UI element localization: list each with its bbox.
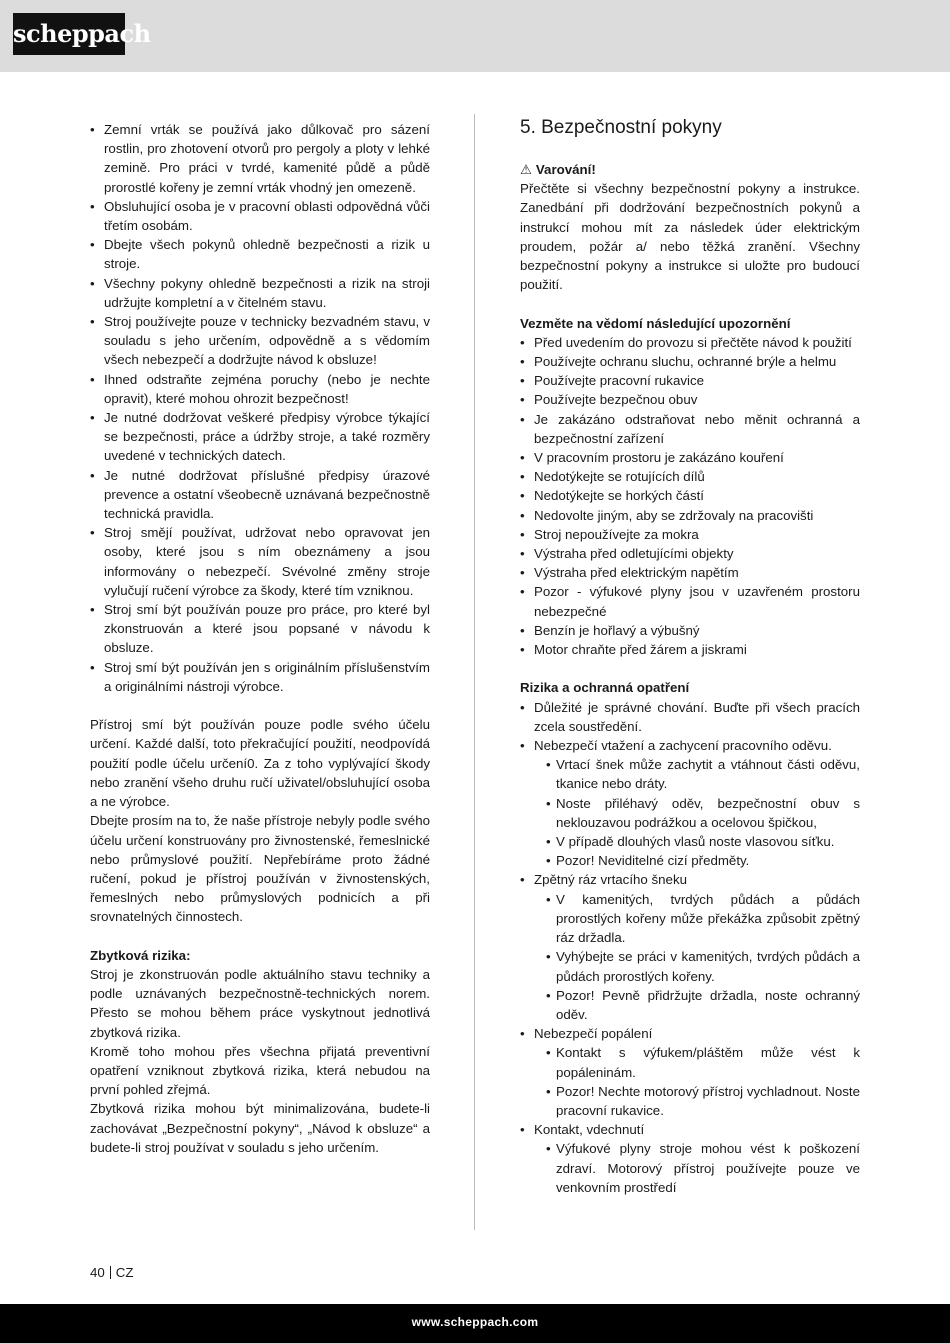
page-footer bbox=[0, 1304, 950, 1343]
risks-list bbox=[520, 698, 860, 1197]
sub-list-item: • Kontakt s výfukem/pláštěm může vést k popáleninám. bbox=[534, 1043, 860, 1081]
risk-label: Nebezpečí popálení bbox=[534, 1026, 653, 1042]
list-item: • Nedovolte jiným, aby se zdržovaly na pracovišti bbox=[520, 506, 860, 525]
page-number-value: 40 bbox=[90, 1265, 105, 1280]
list-item bbox=[520, 736, 860, 870]
separator bbox=[110, 1266, 111, 1279]
risk-label: Zpětný ráz vrtacího šneku bbox=[534, 872, 687, 888]
sub-list-item: • Pozor! Neviditelné cizí předměty. bbox=[534, 851, 860, 870]
sub-list-item: • Noste přiléhavý oděv, bezpečnostní obuv s neklouzavou podrážkou a ocelovou špičkou, bbox=[534, 794, 860, 832]
sub-list-item: • Vrtací šnek může zachytit a vtáhnout části oděvu, tkanice nebo dráty. bbox=[534, 755, 860, 793]
list-item: • Stroj smí být používán jen s originálním příslušenstvím a originálními nástroji výrobce. bbox=[90, 658, 430, 696]
risk-sublist bbox=[534, 755, 860, 870]
list-item: • Dbejte všech pokynů ohledně bezpečnosti a rizik u stroje. bbox=[90, 235, 430, 273]
risk-label: Nebezpečí vtažení a zachycení pracovního oděvu. bbox=[534, 738, 832, 754]
sub-list-item: • Pozor! Pevně přidržujte držadla, noste ochranný oděv. bbox=[534, 986, 860, 1024]
warning-triangle-icon: ⚠ bbox=[520, 162, 532, 177]
list-item bbox=[520, 1120, 860, 1197]
list-item: • Před uvedením do provozu si přečtěte návod k použití bbox=[520, 333, 860, 352]
scheppach-logo: scheppach bbox=[13, 13, 125, 55]
risk-label: Kontakt, vdechnutí bbox=[534, 1122, 645, 1138]
list-item: • Stroj smějí používat, udržovat nebo opravovat jen osoby, které jsou s ním obeznámeny a jsou informovány o nebezpečí. Svévolné změny stroje vylučují ručení výrobce za škody, které tím vzniknou. bbox=[90, 523, 430, 600]
notes-heading: Vezměte na vědomí následující upozornění bbox=[520, 315, 791, 331]
residual-risks-heading: Zbytková rizika: bbox=[90, 947, 191, 963]
intended-use-list bbox=[90, 120, 430, 696]
sub-list-item: • V případě dlouhých vlasů noste vlasovou síťku. bbox=[534, 832, 860, 851]
warning-label: Varování! bbox=[535, 162, 596, 177]
list-item: • Obsluhující osoba je v pracovní oblasti odpovědná vůči třetím osobám. bbox=[90, 197, 430, 235]
list-item: • Nedotýkejte se horkých částí bbox=[520, 486, 860, 505]
list-item: • Benzín je hořlavý a výbušný bbox=[520, 621, 860, 640]
list-item: • Zemní vrták se používá jako důlkovač pro sázení rostlin, pro zhotovení otvorů pro pergoly a ploty v lehké zemině. Pro práci v tvrdé, kamenité půdě a půdě prorostlé kořeny je zemní vrták vhodný jen omezeně. bbox=[90, 120, 430, 197]
page-header bbox=[0, 0, 950, 72]
sub-list-item: • Pozor! Nechte motorový přístroj vychladnout. Noste pracovní rukavice. bbox=[534, 1082, 860, 1120]
list-item: • Ihned odstraňte zejména poruchy (nebo je nechte opravit), které mohou ohrozit bezpečnost! bbox=[90, 370, 430, 408]
list-item: • Stroj smí být používán pouze pro práce, pro které byl zkonstruován a které jsou popsané v návodu k obsluze. bbox=[90, 600, 430, 658]
list-item: • Motor chraňte před žárem a jiskrami bbox=[520, 640, 860, 659]
list-item: • Je zakázáno odstraňovat nebo měnit ochranná a bezpečnostní zařízení bbox=[520, 410, 860, 448]
list-item: • Výstraha před elektrickým napětím bbox=[520, 563, 860, 582]
right-column bbox=[520, 116, 860, 1197]
notes-list bbox=[520, 333, 860, 659]
section-title: 5. Bezpečnostní pokyny bbox=[520, 117, 722, 138]
list-item bbox=[520, 870, 860, 1024]
language-code: CZ bbox=[115, 1265, 134, 1280]
list-item: • Výstraha před odletujícími objekty bbox=[520, 544, 860, 563]
sub-list-item: • V kamenitých, tvrdých půdách a půdách prorostlých kořeny může překážka způsobit zpětný ráz držadla. bbox=[534, 890, 860, 948]
list-item: • Všechny pokyny ohledně bezpečnosti a rizik na stroji udržujte kompletní a v čitelném stavu. bbox=[90, 274, 430, 312]
page-number bbox=[90, 1264, 134, 1282]
list-item: • Nedotýkejte se rotujících dílů bbox=[520, 467, 860, 486]
residual-risks-paragraph: Kromě toho mohou přes všechna přijatá preventivní opatření vzniknout zbytková rizika, která nebudou na první pohled zřejmá. bbox=[90, 1043, 430, 1098]
list-item: • V pracovním prostoru je zakázáno kouření bbox=[520, 448, 860, 467]
list-item bbox=[520, 1024, 860, 1120]
residual-risks-paragraph: Stroj je zkonstruován podle aktuálního stavu techniky a podle uznávaných bezpečnostně-technických norem. Přesto se mohou během práce vyskytnout jednotlivá zbytková rizika. bbox=[90, 966, 430, 1040]
risk-sublist bbox=[534, 1139, 860, 1197]
list-item bbox=[520, 698, 860, 736]
risk-label: Důležité je správné chování. Buďte při všech pracích zcela soustředění. bbox=[534, 699, 860, 734]
website-url: www.scheppach.com bbox=[411, 1315, 539, 1329]
risk-sublist bbox=[534, 890, 860, 1024]
intended-use-paragraph: Přístroj smí být používán pouze podle svého účelu určení. Každé další, toto překračující použití, neodpovídá použití podle účelu určení0. Za z toho vyplývající škody nebo zranění všeho druhu ručí uživatel/obsluhující osoba a ne výrobce. bbox=[90, 717, 430, 810]
list-item: • Je nutné dodržovat příslušné předpisy úrazové prevence a ostatní všeobecně uznávaná bezpečnostně technická pravidla. bbox=[90, 466, 430, 524]
commercial-use-paragraph: Dbejte prosím na to, že naše přístroje nebyly podle svého účelu určení konstruovány pro živnostenské, řemeslnické nebo průmyslové použití. Nepřebíráme proto žádné ručení, pokud je přístroj používán v živnostenských, řemeslných nebo průmyslových podnicích a při srovnatelných činnostech. bbox=[90, 813, 430, 925]
sub-list-item: • Výfukové plyny stroje mohou vést k poškození zdraví. Motorový přístroj používejte pouze ve venkovním prostředí bbox=[534, 1139, 860, 1197]
residual-risks-paragraph: Zbytková rizika mohou být minimalizována, budete-li zachovávat „Bezpečnostní pokyny“, „Návod k obsluze“ a budete-li stroj používat v souladu s jeho určením. bbox=[90, 1101, 430, 1155]
warning-text: Přečtěte si všechny bezpečnostní pokyny a instrukce. Zanedbání při dodržování bezpečnostních pokynů a instrukcí mohou mít za následek úder elektrickým proudem, požár a/ nebo těžká zranění. Všechny bezpečnostní pokyny a instrukce si uložte pro budoucí použití. bbox=[520, 181, 860, 293]
list-item: • Pozor - výfukové plyny jsou v uzavřeném prostoru nebezpečné bbox=[520, 582, 860, 620]
risks-heading: Rizika a ochranná opatření bbox=[520, 680, 690, 696]
left-column bbox=[90, 120, 430, 1157]
list-item: • Stroj používejte pouze v technicky bezvadném stavu, v souladu s jeho určením, odpovědně a s vědomím všech nebezpečí a dodržujte návod k obsluze! bbox=[90, 312, 430, 370]
sub-list-item: • Vyhýbejte se práci v kamenitých, tvrdých půdách a půdách prorostlých kořeny. bbox=[534, 947, 860, 985]
list-item: • Používejte pracovní rukavice bbox=[520, 371, 860, 390]
list-item: • Používejte bezpečnou obuv bbox=[520, 390, 860, 409]
warning-heading bbox=[520, 160, 860, 179]
list-item: • Je nutné dodržovat veškeré předpisy výrobce týkající se bezpečnosti, práce a údržby stroje, a také rozměry uvedené v technických datech. bbox=[90, 408, 430, 466]
risk-sublist bbox=[534, 1043, 860, 1120]
list-item: • Používejte ochranu sluchu, ochranné brýle a helmu bbox=[520, 352, 860, 371]
list-item: • Stroj nepoužívejte za mokra bbox=[520, 525, 860, 544]
column-divider bbox=[474, 114, 475, 1230]
